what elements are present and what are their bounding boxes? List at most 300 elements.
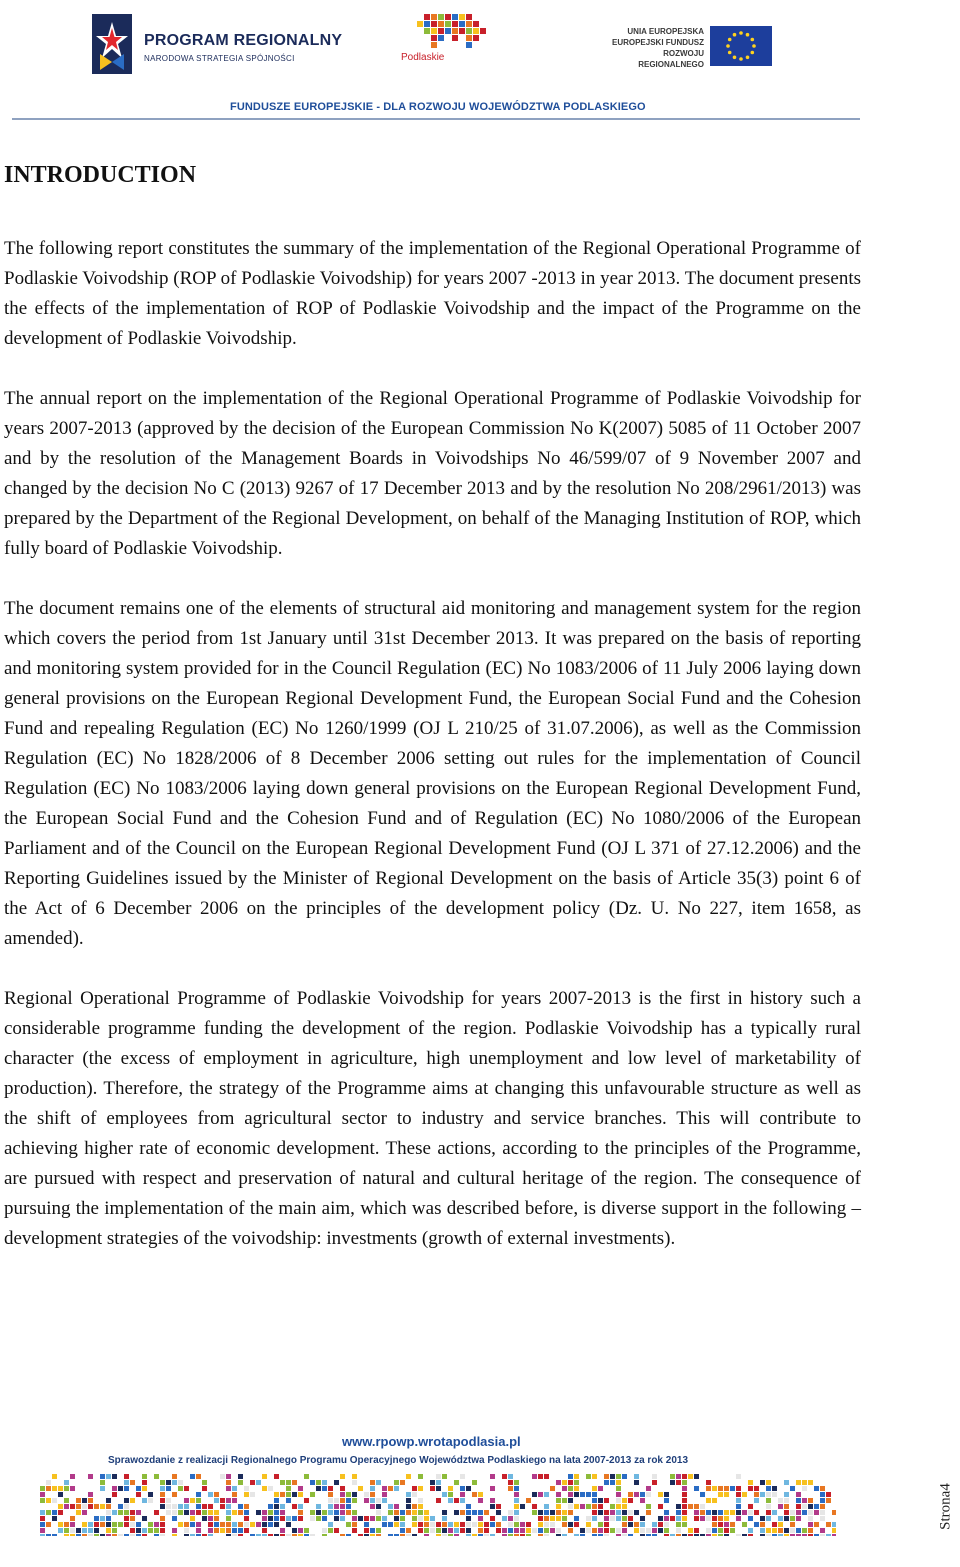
mosaic-pixel bbox=[562, 1534, 567, 1536]
mosaic-pixel bbox=[166, 1510, 171, 1515]
mosaic-pixel bbox=[70, 1474, 75, 1479]
mosaic-pixel bbox=[142, 1498, 147, 1503]
mosaic-pixel bbox=[286, 1522, 291, 1527]
mosaic-pixel bbox=[406, 1534, 411, 1536]
mosaic-pixel bbox=[238, 1522, 243, 1527]
mosaic-pixel bbox=[550, 1516, 555, 1521]
mosaic-pixel bbox=[448, 1522, 453, 1527]
mosaic-pixel bbox=[610, 1510, 615, 1515]
mosaic-pixel bbox=[304, 1534, 309, 1536]
mosaic-pixel bbox=[538, 1534, 543, 1536]
mosaic-pixel bbox=[124, 1474, 129, 1479]
mosaic-pixel bbox=[46, 1486, 51, 1491]
mosaic-pixel bbox=[262, 1528, 267, 1533]
mosaic-pixel bbox=[100, 1474, 105, 1479]
mosaic-pixel bbox=[340, 1492, 345, 1497]
mosaic-pixel bbox=[160, 1480, 165, 1485]
mosaic-pixel bbox=[634, 1492, 639, 1497]
mosaic-pixel bbox=[424, 1516, 429, 1521]
mosaic-pixel bbox=[718, 1528, 723, 1533]
mosaic-pixel bbox=[154, 1534, 159, 1536]
mosaic-pixel bbox=[460, 1522, 465, 1527]
mosaic-pixel bbox=[598, 1498, 603, 1503]
mosaic-pixel bbox=[712, 1534, 717, 1536]
mosaic-pixel bbox=[370, 1528, 375, 1533]
mosaic-pixel bbox=[766, 1492, 771, 1497]
mosaic-pixel bbox=[394, 1486, 399, 1491]
mosaic-pixel bbox=[220, 1474, 225, 1479]
mosaic-pixel bbox=[172, 1504, 177, 1509]
mosaic-pixel bbox=[814, 1534, 819, 1536]
mosaic-pixel bbox=[622, 1528, 627, 1533]
mosaic-pixel bbox=[688, 1474, 693, 1479]
mosaic-pixel bbox=[550, 1486, 555, 1491]
footer-caption: Sprawozdanie z realizacji Regionalnego Programu Operacyjnego Województwa Podlaskiego na lata 2007-2013 za rok 2013 bbox=[108, 1455, 689, 1466]
mosaic-pixel bbox=[184, 1498, 189, 1503]
mosaic-pixel bbox=[412, 1492, 417, 1497]
bison-mosaic-icon bbox=[398, 12, 508, 54]
mosaic-pixel bbox=[556, 1516, 561, 1521]
mosaic-pixel bbox=[514, 1510, 519, 1515]
mosaic-pixel bbox=[520, 1504, 525, 1509]
mosaic-pixel bbox=[376, 1534, 381, 1536]
mosaic-pixel bbox=[472, 1522, 477, 1527]
mosaic-pixel bbox=[136, 1492, 141, 1497]
mosaic-pixel bbox=[112, 1522, 117, 1527]
mosaic-pixel bbox=[112, 1534, 117, 1536]
mosaic-pixel bbox=[514, 1522, 519, 1527]
mosaic-pixel bbox=[616, 1528, 621, 1533]
mosaic-pixel bbox=[460, 1492, 465, 1497]
mosaic-pixel bbox=[376, 1480, 381, 1485]
mosaic-pixel bbox=[112, 1510, 117, 1515]
mosaic-pixel bbox=[334, 1510, 339, 1515]
mosaic-pixel bbox=[160, 1522, 165, 1527]
mosaic-pixel bbox=[220, 1522, 225, 1527]
mosaic-pixel bbox=[466, 1534, 471, 1536]
mosaic-pixel bbox=[52, 1534, 57, 1536]
mosaic-pixel bbox=[358, 1516, 363, 1521]
mosaic-pixel bbox=[298, 1510, 303, 1515]
eu-fund-text bbox=[604, 26, 704, 70]
mosaic-pixel bbox=[46, 1510, 51, 1515]
mosaic-pixel bbox=[340, 1516, 345, 1521]
mosaic-pixel bbox=[646, 1492, 651, 1497]
mosaic-pixel bbox=[370, 1486, 375, 1491]
mosaic-pixel bbox=[748, 1480, 753, 1485]
mosaic-pixel bbox=[70, 1528, 75, 1533]
mosaic-pixel bbox=[778, 1516, 783, 1521]
mosaic-pixel bbox=[136, 1522, 141, 1527]
mosaic-pixel bbox=[742, 1534, 747, 1536]
mosaic-pixel bbox=[520, 1522, 525, 1527]
mosaic-pixel bbox=[220, 1498, 225, 1503]
mosaic-pixel bbox=[226, 1516, 231, 1521]
mosaic-pixel bbox=[712, 1522, 717, 1527]
mosaic-pixel bbox=[394, 1516, 399, 1521]
mosaic-pixel bbox=[712, 1510, 717, 1515]
mosaic-pixel bbox=[232, 1522, 237, 1527]
program-regionalny-logo bbox=[92, 14, 343, 76]
mosaic-pixel bbox=[274, 1522, 279, 1527]
mosaic-pixel bbox=[82, 1528, 87, 1533]
mosaic-pixel bbox=[118, 1522, 123, 1527]
mosaic-pixel bbox=[418, 1516, 423, 1521]
mosaic-pixel bbox=[448, 1486, 453, 1491]
mosaic-pixel bbox=[592, 1492, 597, 1497]
mosaic-pixel bbox=[268, 1486, 273, 1491]
mosaic-pixel bbox=[340, 1474, 345, 1479]
mosaic-pixel bbox=[766, 1480, 771, 1485]
mosaic-pixel bbox=[568, 1504, 573, 1509]
mosaic-pixel bbox=[154, 1528, 159, 1533]
mosaic-pixel bbox=[250, 1522, 255, 1527]
mosaic-pixel bbox=[766, 1534, 771, 1536]
mosaic-pixel bbox=[658, 1522, 663, 1527]
mosaic-pixel bbox=[556, 1480, 561, 1485]
mosaic-pixel bbox=[214, 1510, 219, 1515]
mosaic-pixel bbox=[376, 1510, 381, 1515]
mosaic-pixel bbox=[370, 1534, 375, 1536]
paragraph-3: The document remains one of the elements of structural aid monitoring and management system for the region which covers the period from 1st January until 31st December 2013. It was prepared on the basis of reporting and monitoring system provided for in the Council Regulation (EC) No 1083/2006 of 11 July 2006 laying down general provisions on the European Regional Development Fund, the European Social Fund and the Cohesion Fund and repealing Regulation (EC) No 1260/1999 (OJ L 210/25 of 31.07.2006), as well as the Commission Regulation (EC) No 1828/2006 of 8 December 2006 setting out rules for the implementation of Council Regulation (EC) No 1083/2006 laying down general provisions on the European Regional Development Fund, the European Social Fund and the Cohesion Fund and of Regulation (EC) No 1080/2006 of the European Parliament and of the Council on the European Regional Development Fund (OJ L 371 of 27.12.2006) and the Reporting Guidelines issued by the Minister of Regional Development on the basis of Article 35(3) point 6 of the Act of 6 December 2006 on the principles of the development policy (Dz. U. No 227, item 1658, as amended). bbox=[4, 598, 861, 949]
mosaic-pixel bbox=[418, 1474, 423, 1479]
mosaic-pixel bbox=[220, 1528, 225, 1533]
mosaic-pixel bbox=[292, 1504, 297, 1509]
mosaic-pixel bbox=[298, 1516, 303, 1521]
mosaic-pixel bbox=[694, 1534, 699, 1536]
mosaic-pixel bbox=[328, 1504, 333, 1509]
mosaic-pixel bbox=[742, 1522, 747, 1527]
mosaic-pixel bbox=[664, 1498, 669, 1503]
mosaic-pixel bbox=[142, 1516, 147, 1521]
mosaic-pixel bbox=[328, 1528, 333, 1533]
mosaic-pixel bbox=[70, 1534, 75, 1536]
mosaic-pixel bbox=[664, 1522, 669, 1527]
mosaic-pixel bbox=[544, 1510, 549, 1515]
mosaic-pixel bbox=[322, 1480, 327, 1485]
mosaic-pixel bbox=[196, 1534, 201, 1536]
mosaic-pixel bbox=[544, 1504, 549, 1509]
mosaic-pixel bbox=[694, 1504, 699, 1509]
mosaic-pixel bbox=[370, 1498, 375, 1503]
mosaic-pixel bbox=[544, 1522, 549, 1527]
mosaic-pixel bbox=[508, 1510, 513, 1515]
mosaic-pixel bbox=[382, 1486, 387, 1491]
mosaic-pixel bbox=[382, 1498, 387, 1503]
mosaic-pixel bbox=[556, 1528, 561, 1533]
mosaic-pixel bbox=[430, 1522, 435, 1527]
mosaic-pixel bbox=[310, 1516, 315, 1521]
mosaic-pixel bbox=[556, 1492, 561, 1497]
mosaic-pixel bbox=[604, 1474, 609, 1479]
mosaic-pixel bbox=[58, 1528, 63, 1533]
mosaic-pixel bbox=[730, 1522, 735, 1527]
mosaic-pixel bbox=[178, 1522, 183, 1527]
mosaic-pixel bbox=[142, 1480, 147, 1485]
mosaic-pixel bbox=[826, 1498, 831, 1503]
mosaic-pixel bbox=[586, 1528, 591, 1533]
mosaic-pixel bbox=[232, 1528, 237, 1533]
mosaic-pixel bbox=[400, 1516, 405, 1521]
mosaic-pixel bbox=[538, 1474, 543, 1479]
mosaic-pixel bbox=[286, 1480, 291, 1485]
mosaic-pixel bbox=[760, 1528, 765, 1533]
mosaic-pixel bbox=[388, 1522, 393, 1527]
mosaic-pixel bbox=[352, 1498, 357, 1503]
mosaic-pixel bbox=[556, 1498, 561, 1503]
mosaic-pixel bbox=[592, 1486, 597, 1491]
mosaic-pixel bbox=[634, 1480, 639, 1485]
mosaic-pixel bbox=[376, 1528, 381, 1533]
mosaic-pixel bbox=[442, 1522, 447, 1527]
mosaic-pixel bbox=[478, 1510, 483, 1515]
mosaic-pixel bbox=[640, 1534, 645, 1536]
mosaic-pixel bbox=[124, 1480, 129, 1485]
mosaic-pixel bbox=[760, 1492, 765, 1497]
mosaic-pixel bbox=[106, 1510, 111, 1515]
mosaic-pixel bbox=[70, 1486, 75, 1491]
mosaic-pixel bbox=[628, 1492, 633, 1497]
mosaic-pixel bbox=[412, 1516, 417, 1521]
mosaic-pixel bbox=[130, 1498, 135, 1503]
mosaic-pixel bbox=[82, 1498, 87, 1503]
mosaic-pixel bbox=[328, 1522, 333, 1527]
mosaic-pixel bbox=[718, 1510, 723, 1515]
mosaic-pixel bbox=[526, 1528, 531, 1533]
mosaic-pixel bbox=[130, 1528, 135, 1533]
mosaic-pixel bbox=[658, 1492, 663, 1497]
mosaic-pixel bbox=[196, 1528, 201, 1533]
mosaic-pixel bbox=[400, 1480, 405, 1485]
mosaic-pixel bbox=[472, 1534, 477, 1536]
mosaic-pixel bbox=[538, 1522, 543, 1527]
mosaic-pixel bbox=[700, 1516, 705, 1521]
mosaic-pixel bbox=[82, 1510, 87, 1515]
mosaic-pixel bbox=[196, 1510, 201, 1515]
mosaic-pixel bbox=[292, 1480, 297, 1485]
mosaic-pixel bbox=[712, 1516, 717, 1521]
mosaic-pixel bbox=[58, 1492, 63, 1497]
mosaic-pixel bbox=[160, 1492, 165, 1497]
mosaic-pixel bbox=[238, 1474, 243, 1479]
mosaic-pixel bbox=[322, 1534, 327, 1536]
mosaic-pixel bbox=[364, 1492, 369, 1497]
mosaic-pixel bbox=[250, 1534, 255, 1536]
mosaic-pixel bbox=[202, 1504, 207, 1509]
mosaic-pixel bbox=[568, 1528, 573, 1533]
document-body bbox=[4, 156, 861, 1284]
mosaic-pixel bbox=[64, 1528, 69, 1533]
mosaic-pixel bbox=[244, 1522, 249, 1527]
mosaic-pixel bbox=[682, 1480, 687, 1485]
mosaic-pixel bbox=[370, 1492, 375, 1497]
mosaic-pixel bbox=[556, 1510, 561, 1515]
mosaic-pixel bbox=[424, 1528, 429, 1533]
mosaic-pixel bbox=[598, 1522, 603, 1527]
mosaic-pixel bbox=[544, 1528, 549, 1533]
mosaic-pixel bbox=[148, 1528, 153, 1533]
mosaic-pixel bbox=[772, 1534, 777, 1536]
mosaic-pixel bbox=[706, 1498, 711, 1503]
mosaic-pixel bbox=[568, 1480, 573, 1485]
mosaic-pixel bbox=[706, 1486, 711, 1491]
mosaic-pixel bbox=[226, 1486, 231, 1491]
mosaic-pixel bbox=[142, 1486, 147, 1491]
mosaic-pixel bbox=[208, 1534, 213, 1536]
mosaic-pixel bbox=[532, 1528, 537, 1533]
mosaic-pixel bbox=[226, 1528, 231, 1533]
mosaic-pixel bbox=[232, 1534, 237, 1536]
mosaic-pixel bbox=[436, 1498, 441, 1503]
mosaic-pixel bbox=[550, 1510, 555, 1515]
mosaic-pixel bbox=[820, 1516, 825, 1521]
mosaic-pixel bbox=[718, 1492, 723, 1497]
mosaic-pixel bbox=[88, 1498, 93, 1503]
mosaic-pixel bbox=[196, 1504, 201, 1509]
mosaic-pixel bbox=[184, 1486, 189, 1491]
mosaic-pixel bbox=[568, 1474, 573, 1479]
mosaic-pixel bbox=[190, 1498, 195, 1503]
mosaic-pixel bbox=[274, 1504, 279, 1509]
mosaic-pixel bbox=[340, 1510, 345, 1515]
mosaic-pixel bbox=[142, 1528, 147, 1533]
mosaic-pixel bbox=[262, 1486, 267, 1491]
mosaic-pixel bbox=[520, 1528, 525, 1533]
mosaic-pixel bbox=[724, 1492, 729, 1497]
mosaic-pixel bbox=[454, 1480, 459, 1485]
mosaic-pixel bbox=[418, 1504, 423, 1509]
mosaic-pixel bbox=[652, 1534, 657, 1536]
mosaic-pixel bbox=[124, 1534, 129, 1536]
mosaic-pixel bbox=[112, 1486, 117, 1491]
mosaic-pixel bbox=[616, 1474, 621, 1479]
mosaic-pixel bbox=[796, 1480, 801, 1485]
mosaic-pixel bbox=[40, 1498, 45, 1503]
mosaic-pixel bbox=[76, 1504, 81, 1509]
mosaic-pixel bbox=[202, 1510, 207, 1515]
mosaic-pixel bbox=[442, 1516, 447, 1521]
mosaic-pixel bbox=[682, 1516, 687, 1521]
mosaic-pixel bbox=[250, 1480, 255, 1485]
mosaic-pixel bbox=[394, 1504, 399, 1509]
mosaic-pixel bbox=[790, 1534, 795, 1536]
mosaic-pixel bbox=[46, 1498, 51, 1503]
mosaic-pixel bbox=[694, 1516, 699, 1521]
mosaic-pixel bbox=[184, 1522, 189, 1527]
mosaic-pixel bbox=[340, 1498, 345, 1503]
mosaic-pixel bbox=[442, 1534, 447, 1536]
mosaic-pixel bbox=[622, 1498, 627, 1503]
mosaic-pixel bbox=[532, 1474, 537, 1479]
mosaic-pixel bbox=[568, 1498, 573, 1503]
mosaic-pixel bbox=[508, 1486, 513, 1491]
mosaic-pixel bbox=[214, 1516, 219, 1521]
mosaic-pixel bbox=[568, 1486, 573, 1491]
mosaic-pixel bbox=[388, 1486, 393, 1491]
mosaic-pixel bbox=[604, 1522, 609, 1527]
mosaic-pixel bbox=[208, 1528, 213, 1533]
mosaic-pixel bbox=[556, 1504, 561, 1509]
mosaic-pixel bbox=[592, 1516, 597, 1521]
mosaic-pixel bbox=[436, 1480, 441, 1485]
mosaic-pixel bbox=[598, 1504, 603, 1509]
mosaic-pixel bbox=[700, 1510, 705, 1515]
mosaic-pixel bbox=[634, 1522, 639, 1527]
mosaic-pixel bbox=[406, 1510, 411, 1515]
mosaic-pixel bbox=[772, 1522, 777, 1527]
footer-url-link[interactable]: www.rpowp.wrotapodlasia.pl bbox=[342, 1434, 521, 1449]
mosaic-pixel bbox=[700, 1534, 705, 1536]
mosaic-pixel bbox=[322, 1486, 327, 1491]
mosaic-pixel bbox=[754, 1510, 759, 1515]
mosaic-pixel bbox=[460, 1474, 465, 1479]
mosaic-pixel bbox=[736, 1492, 741, 1497]
mosaic-pixel bbox=[364, 1528, 369, 1533]
mosaic-pixel bbox=[478, 1516, 483, 1521]
mosaic-pixel bbox=[256, 1510, 261, 1515]
mosaic-pixel bbox=[448, 1498, 453, 1503]
mosaic-pixel bbox=[736, 1474, 741, 1479]
mosaic-pixel bbox=[316, 1480, 321, 1485]
mosaic-pixel bbox=[418, 1510, 423, 1515]
mosaic-pixel bbox=[256, 1522, 261, 1527]
mosaic-pixel bbox=[268, 1504, 273, 1509]
mosaic-pixel bbox=[568, 1492, 573, 1497]
mosaic-pixel bbox=[64, 1480, 69, 1485]
mosaic-pixel bbox=[790, 1522, 795, 1527]
mosaic-pixel bbox=[460, 1486, 465, 1491]
mosaic-pixel bbox=[160, 1486, 165, 1491]
funds-tagline: FUNDUSZE EUROPEJSKIE - DLA ROZWOJU WOJEWÓDZTWA PODLASKIEGO bbox=[230, 101, 646, 113]
mosaic-pixel bbox=[550, 1528, 555, 1533]
mosaic-pixel bbox=[346, 1534, 351, 1536]
mosaic-pixel bbox=[88, 1522, 93, 1527]
mosaic-pixel bbox=[574, 1492, 579, 1497]
mosaic-pixel bbox=[394, 1522, 399, 1527]
mosaic-pixel bbox=[430, 1486, 435, 1491]
mosaic-pixel bbox=[148, 1498, 153, 1503]
mosaic-pixel bbox=[328, 1498, 333, 1503]
mosaic-pixel bbox=[526, 1534, 531, 1536]
mosaic-pixel bbox=[190, 1474, 195, 1479]
mosaic-pixel bbox=[64, 1534, 69, 1536]
mosaic-pixel bbox=[154, 1510, 159, 1515]
mosaic-pixel bbox=[496, 1528, 501, 1533]
mosaic-pixel bbox=[712, 1486, 717, 1491]
mosaic-pixel bbox=[796, 1498, 801, 1503]
mosaic-pixel bbox=[184, 1534, 189, 1536]
mosaic-pixel bbox=[610, 1504, 615, 1509]
mosaic-pixel bbox=[754, 1498, 759, 1503]
mosaic-pixel bbox=[580, 1504, 585, 1509]
mosaic-pixel bbox=[808, 1498, 813, 1503]
mosaic-pixel bbox=[334, 1528, 339, 1533]
mosaic-pixel bbox=[796, 1516, 801, 1521]
mosaic-pixel bbox=[226, 1474, 231, 1479]
mosaic-pixel bbox=[640, 1522, 645, 1527]
mosaic-pixel bbox=[802, 1480, 807, 1485]
mosaic-pixel bbox=[616, 1504, 621, 1509]
mosaic-pixel bbox=[52, 1474, 57, 1479]
mosaic-pixel bbox=[484, 1522, 489, 1527]
mosaic-pixel bbox=[814, 1510, 819, 1515]
mosaic-pixel bbox=[40, 1516, 45, 1521]
mosaic-pixel bbox=[742, 1492, 747, 1497]
mosaic-pixel bbox=[502, 1534, 507, 1536]
mosaic-pixel bbox=[142, 1534, 147, 1536]
mosaic-pixel bbox=[832, 1534, 836, 1536]
mosaic-pixel bbox=[298, 1528, 303, 1533]
